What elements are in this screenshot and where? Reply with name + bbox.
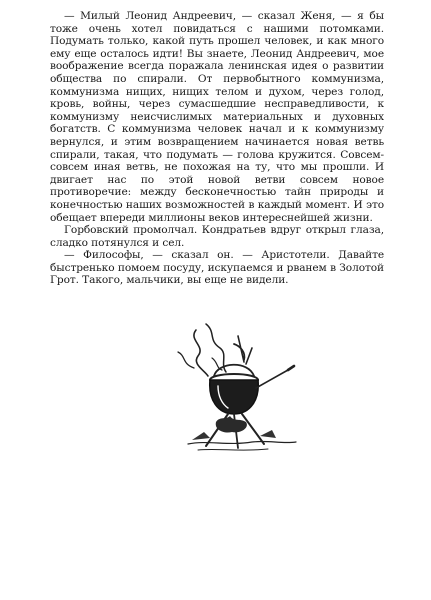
paragraph-kondratiev-speech: — Философы, — сказал он. — Аристотели. Давайте быстренько помоем посуду, искупаемся и рванем в Золотой Грот. Такого, мальчики, вы еще не видели. xyxy=(50,249,384,287)
paragraph-narration: Горбовский промолчал. Кондратьев вдруг открыл глаза, сладко потянулся и сел. xyxy=(50,224,384,249)
paragraph-zhenya-speech: — Милый Леонид Андреевич, — сказал Женя, — я бы тоже очень хотел повидаться с нашими потомками. Подумать только, какой путь прошел человек, и как много ему еще осталось идти! Вы знаете, Леонид Андреевич, мое воображение всегда поражала ленинская идея о развитии общества по спирали. От первобытного коммунизма, коммунизма нищих, нищих телом и духом, через голод, кровь, войны, через сумасшедшие несправедливости, к коммунизму неисчислимых материальных и духовных богатств. С коммунизма человек начал и к коммунизму вернулся, и этим возвращением начинается новая ветвь спирали, такая, что подумать — голова кружится. Совсем-совсем иная ветвь, не похожая на ту, что мы прошли. И двигает нас по этой новой ветви совсем новое противоречие: между бесконечностью тайн природы и конечностью наших возможностей в каждый момент. И это обещает впереди миллионы веков интереснейшей жизни. xyxy=(50,10,384,224)
page-text xyxy=(50,10,384,287)
campfire-pot-illustration xyxy=(148,318,313,453)
